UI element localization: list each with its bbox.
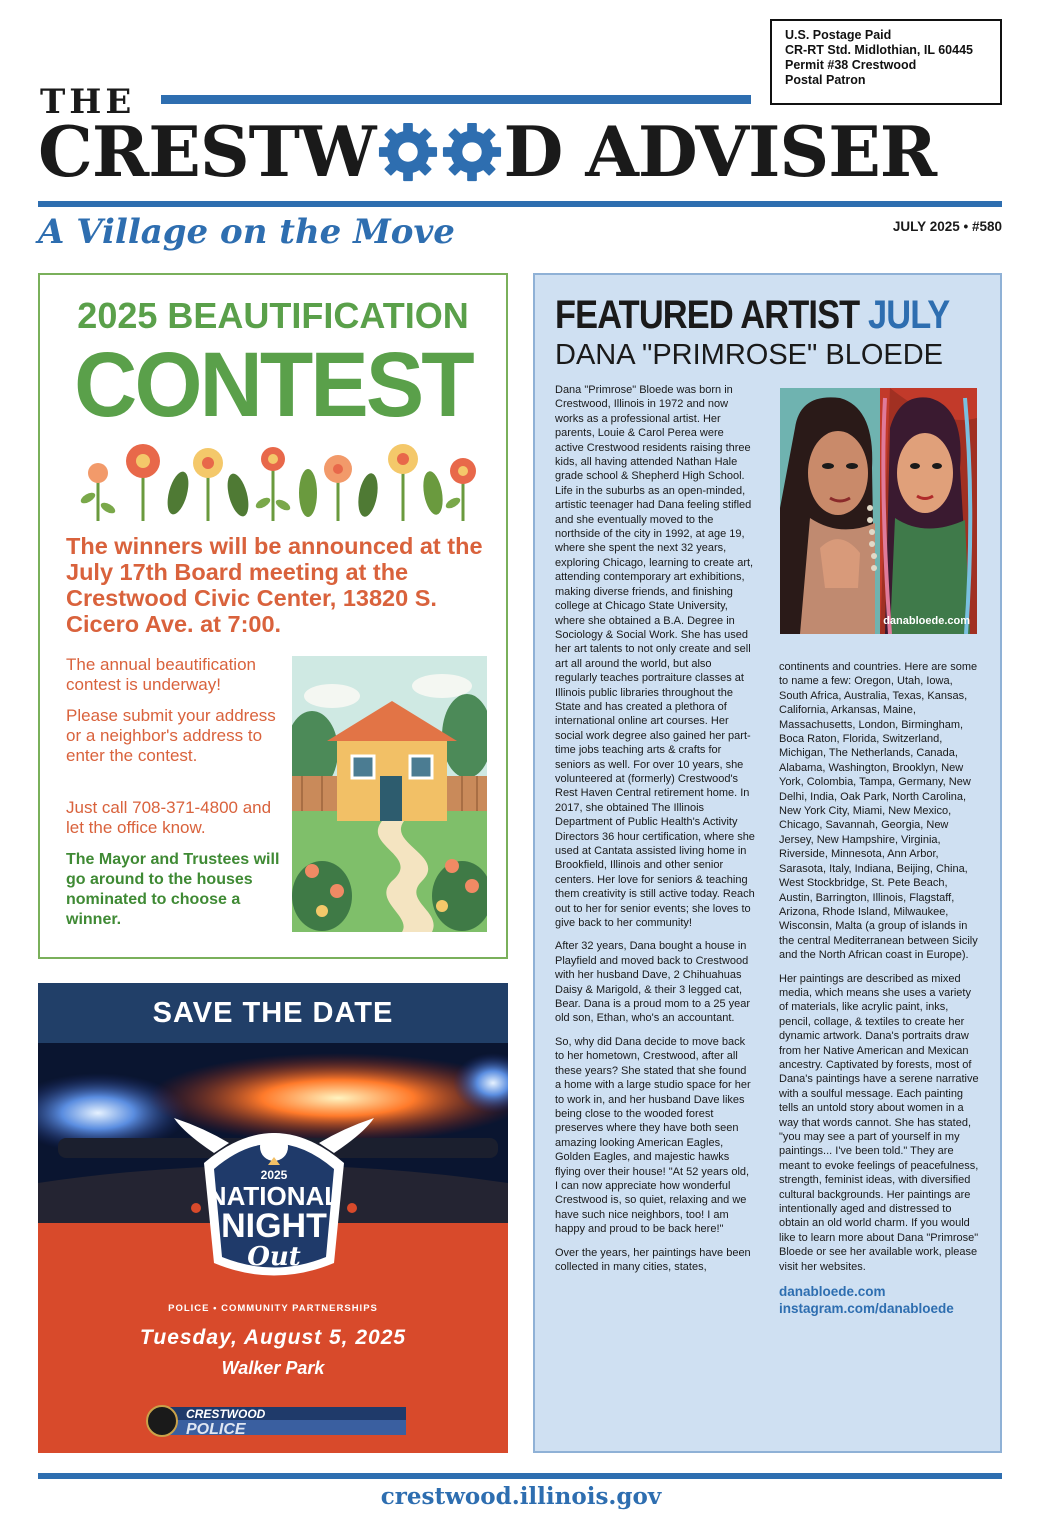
footer-rule (38, 1473, 1002, 1479)
save-the-date-ad (38, 983, 508, 1453)
article-paragraph: continents and countries. Here are some to name a few: Oregon, Utah, Iowa, South Africa, Australia, Texas, Kansas, California, Arkansas, Maine, Massachusetts, London, Birmingham, Boca Raton, Florida, Switzerland, Michigan, The Netherlands, Canada, Alabama, Washington, Brooklyn, New York, Colombia, Tampa, Germany, New Delhi, India, Oak Park, North Carolina, New York City, Miami, New Mexico, Chicago, Savannah, Georgia, New Jersey, New Hampshire, Virginia, Riverside, Minnesota, Ann Arbor, Sarasota, Italy, Indiana, Beijing, China, West Stockbridge, St. Pete Beach, Austin, Barrington, Illinois, Flagstaff, Arizona, Rhode Island, Milwaukee, Wisconsin, Malta (a group of islands in the central Mediterranean between Sicily and the North African coast in Europe). (779, 661, 978, 962)
newspaper-title (38, 112, 936, 192)
featured-artist-heading (555, 293, 949, 338)
article-paragraph: So, why did Dana decide to move back to her hometown, Crestwood, after all these years? She stated that she found a home with a large studio space for her to work in, and her husband Dave likes being close to the wooded forest preserves where they have both seen amazing looking American Eagles, Golden Eagles, and majestic hawks flying over their house! "At 52 years old, I can now appreciate how wonderful Crestwood is, so quiet, relaxing and we have such nice neighbors, too! I am happy and proud to be back here!" (555, 1035, 751, 1236)
featured-artist-label: FEATURED ARTIST (555, 293, 860, 337)
postage-line: Permit #38 Crestwood (785, 58, 917, 72)
title-left: CRESTW (38, 111, 376, 193)
contest-judging-note: The Mayor and Trustees will go around to the houses nominated to choose a winner. (66, 851, 280, 928)
featured-artist-month: JULY (868, 293, 950, 337)
tagline: A Village on the Move (38, 212, 455, 252)
contest-paragraph: Please submit your address or a neighbor's address to enter the contest. (66, 706, 276, 765)
logo-line-out: Out (247, 1242, 301, 1272)
police-logo-line2: POLICE (186, 1421, 246, 1437)
contest-title: CONTEST (74, 334, 472, 436)
artist-links (779, 1283, 979, 1317)
painting-watermark: danabloede.com (883, 615, 970, 627)
partners-line: POLICE • COMMUNITY PARTNERSHIPS (168, 1303, 378, 1314)
article-paragraph: Over the years, her paintings have been collected in many cities, states, (555, 1246, 751, 1273)
article-paragraph: Dana "Primrose" Bloede was born in Crestwood, Illinois in 1972 and now works as a professional artist. Her parents, Louie & Carol Perea were active Crestwood residents raising three kids, all having attended Nathan Hale grade school & Shepherd High School. Life in the suburbs as an open-minded, artistic teenager had Dana feeling stifled and she eventually moved to the northside of the city in 1992, at age 19, where she spent the next 32 years, exploring Chicago, learning to create art, attending contemporary art exhibitions, making diverse friends, and finishing college at Chicago State University, where she obtained a B.A. Degree in Sociology & Social Work. She has used her art talents to not only create and sell art all around the world, but also regularly teaches portraiture classes at Illinois public libraries throughout the State and has created a plethora of international online art courses. Her social work degree also gained her part-time jobs teaching arts & crafts for seniors as well. For over 10 years, she volunteered at (formerly) Crestwood's Rest Haven Central retirement home. In 2017, she obtained The Illinois Department of Public Health's Activity Directors 36 hour certification, where she used at Cantata assisted living home in Brookfield, Illinois and other senior centers. Her love for seniors & teaching them creativity is still active today. Reach out to her for senior events; she loves to give back to her community! (555, 384, 755, 930)
logo-year: 2025 (260, 1168, 288, 1182)
contest-phone-paragraph: Just call 708-371-4800 and let the office know. (66, 798, 272, 837)
event-date: Tuesday, August 5, 2025 (139, 1326, 407, 1349)
masthead-top-rule (161, 95, 751, 104)
artist-painting-image (780, 388, 977, 634)
issue-dateline: JULY 2025 • #580 (892, 219, 1002, 234)
postage-line: Postal Patron (785, 73, 866, 87)
postage-line: CR-RT Std. Midlothian, IL 60445 (785, 43, 973, 57)
logo-line-night: NIGHT (221, 1207, 327, 1245)
contest-kicker: 2025 BEAUTIFICATION (77, 295, 469, 336)
crestwood-police-logo (146, 1403, 406, 1437)
police-logo-line1: CRESTWOOD (186, 1407, 266, 1421)
article-paragraph: After 32 years, Dana bought a house in Playfield and moved back to Crestwood with her husband Dave, 2 Chihuahuas Daisy & Marigold, & their 3 legged cat, Bear. Dana is a proud mom to a 25 year old son, Ethan, who's an accountant. (555, 940, 751, 1025)
masthead-bottom-rule (38, 201, 1002, 207)
artist-instagram-link[interactable]: instagram.com/danabloede (779, 1301, 954, 1317)
logo-line-national: NATIONAL (207, 1181, 341, 1211)
featured-artist-panel (533, 273, 1002, 1453)
house-illustration (292, 656, 487, 932)
contest-paragraph: The annual beautification contest is underway! (66, 655, 256, 694)
article-column-right (779, 660, 979, 1317)
masthead-the: THE (40, 82, 136, 122)
flower-row-illustration (58, 433, 488, 523)
artist-name: DANA "PRIMROSE" BLOEDE (555, 339, 944, 371)
article-paragraph: Her paintings are described as mixed media, which means she uses a variety of materials, like acrylic paint, inks, pencil, collage, & textiles to create her dynamic artwork. Dana's portraits draw from her Native American and Mexican ancestry. Captivated by forests, most of Dana's paintings have a serene narrative with a soulful message. Each painting tells an untold story about women in a way that words cannot. She has stated, "you may see a part of yourself in my paintings... I've been told." They are meant to evoke feelings of peacefulness, strength, feminist ideas, with diversified cultural backgrounds. Her paintings are intentionally aged and distressed to obtain an old world charm. If you would like to learn more about Dana "Primrose" Bloede or see her available work, please visit her websites. (779, 972, 979, 1273)
postage-line: U.S. Postage Paid (785, 28, 892, 42)
gear-icon (377, 121, 439, 183)
national-night-out-logo (174, 1113, 374, 1283)
title-right: D ADVISER (503, 111, 937, 193)
article-column-left (555, 383, 755, 1283)
footer-website-link[interactable]: crestwood.illinois.gov (380, 1483, 662, 1510)
artist-website-link[interactable]: danabloede.com (779, 1284, 886, 1300)
contest-winners-announcement: The winners will be announced at the July 17th Board meeting at the Crestwood Civic Center, 13820 S. Cicero Ave. at 7:00. (66, 533, 483, 637)
gear-icon (441, 121, 503, 183)
postage-indicia (770, 19, 1002, 105)
beautification-contest-box (38, 273, 508, 959)
save-the-date-heading: SAVE THE DATE (38, 983, 508, 1043)
event-location: Walker Park (221, 1358, 325, 1378)
